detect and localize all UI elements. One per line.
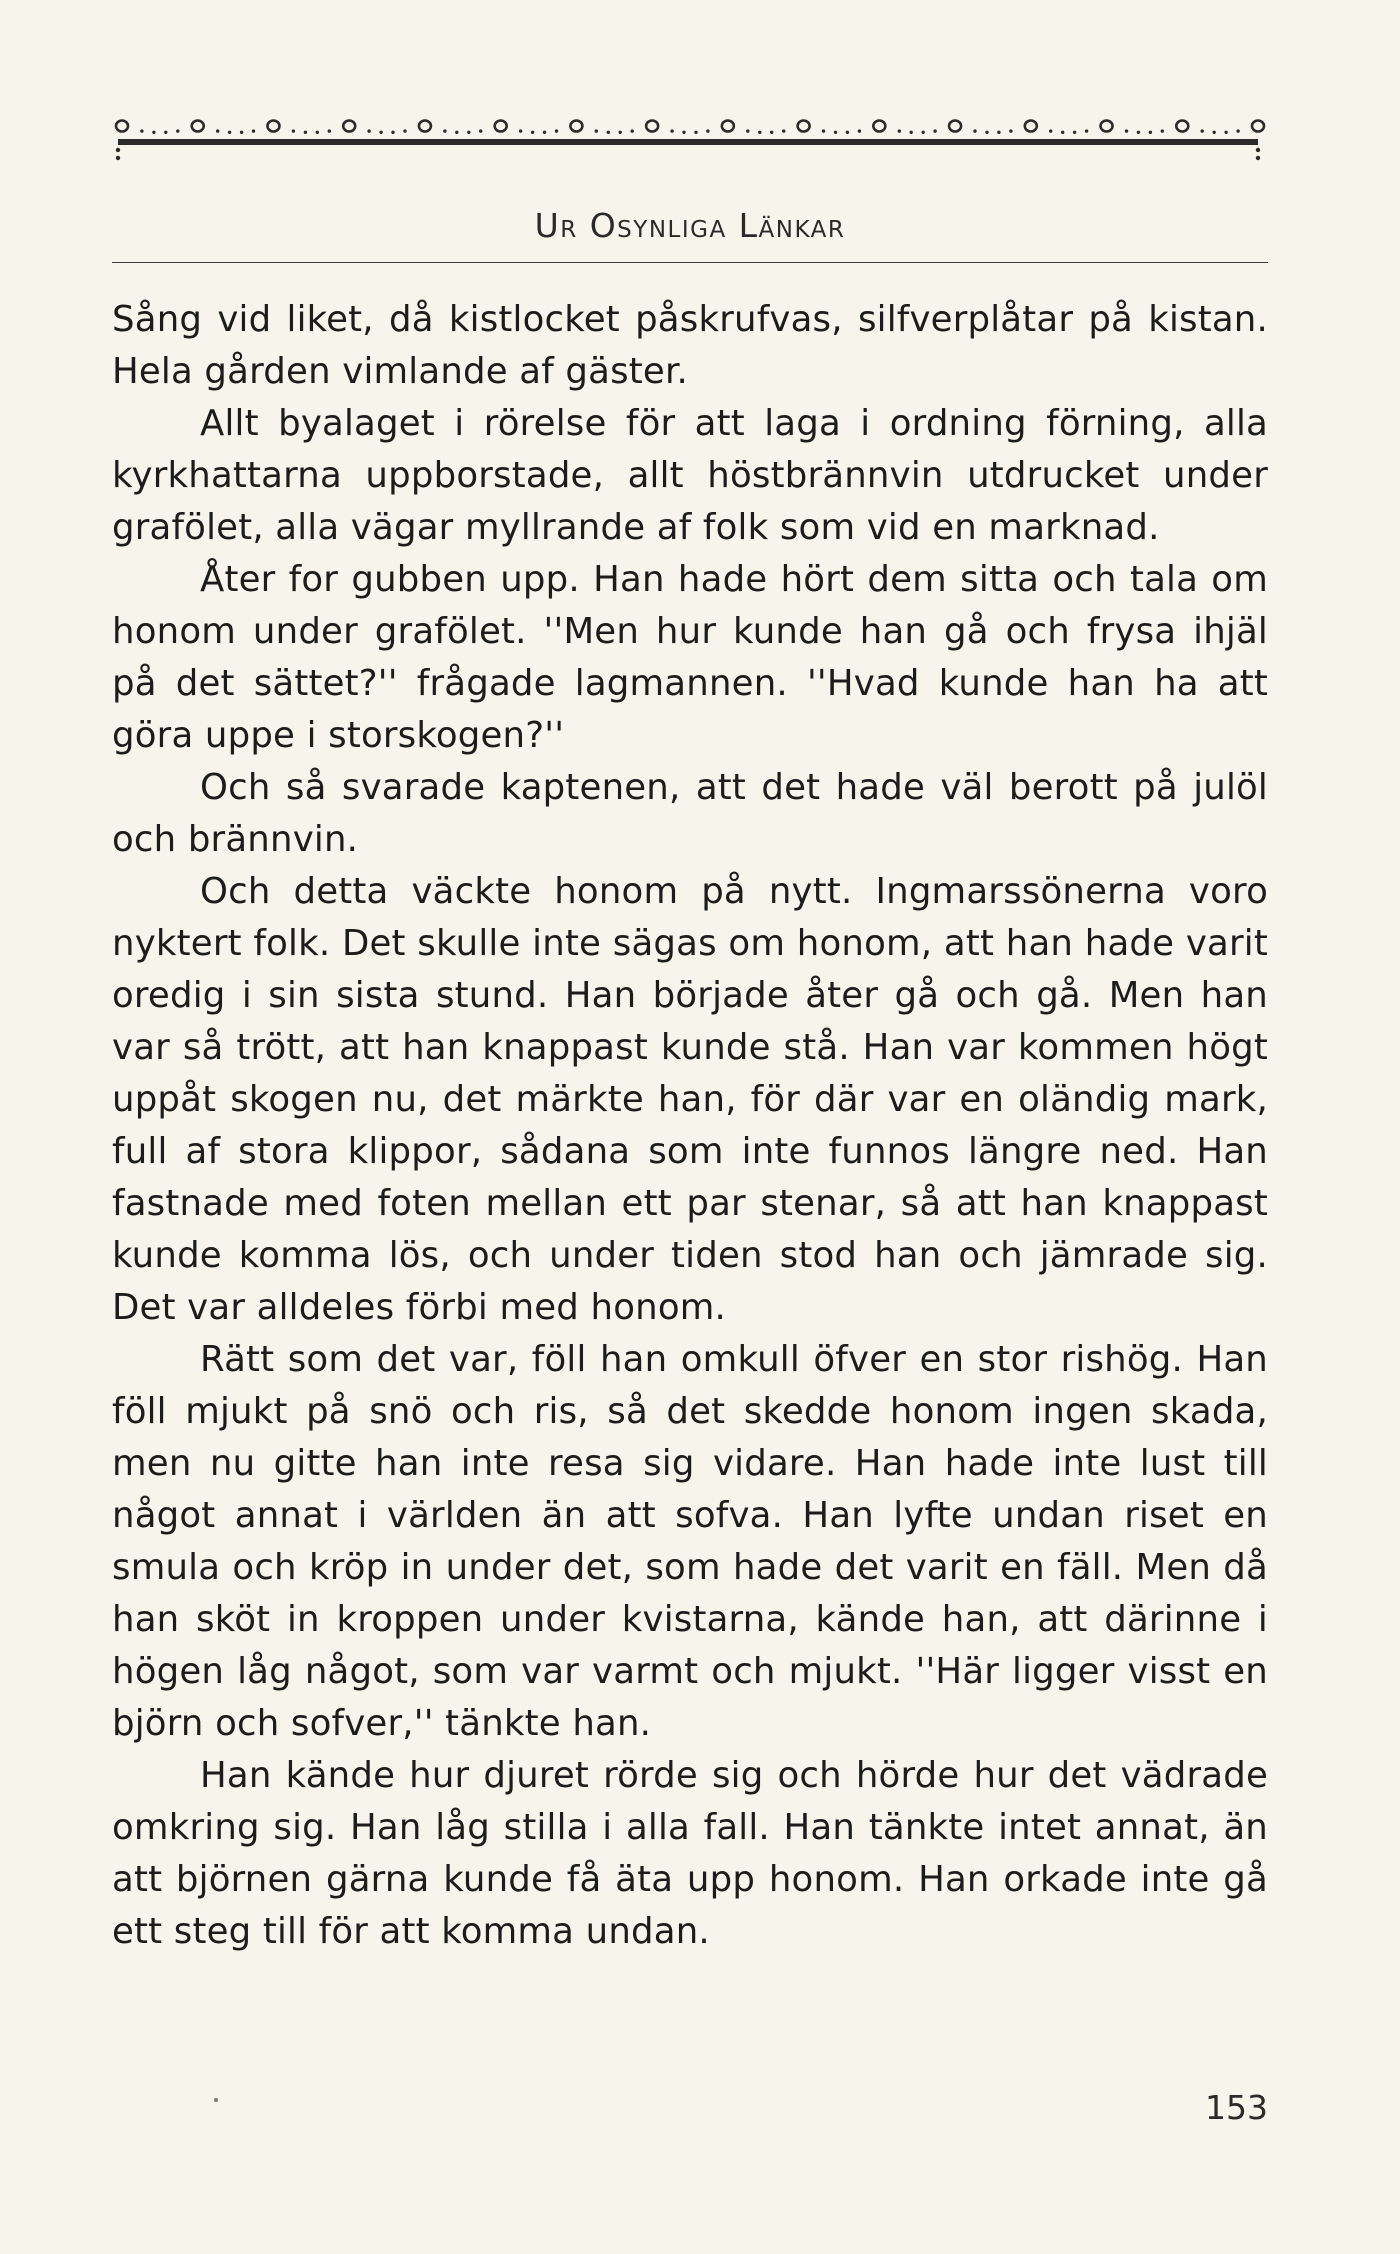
chain-ring [798,121,810,132]
chain-dot [479,129,482,132]
chain-dot [531,131,534,134]
chain-ring [949,121,961,132]
paragraph: Och detta väckte honom på nytt. Ingmarssönerna voro nyktert folk. Det skulle inte sägas om honom, att han hade varit oredig i sin sista stund. Han började åter gå och gå. Men han var så trött, att han knappast kunde stå. Han var kommen högt uppåt skogen nu, det märkte han, för där var en oländig mark, full af stora klippor, sådana som inte funnos längre ned. Han fastnade med foten mellan ett par stenar, så att han knappast kunde komma lös, och under tiden stod han och jämrade sig. Det var alldeles förbi med honom. [112,871,1268,1328]
chain-dot [304,131,307,134]
ornament-dot [1256,156,1260,160]
chain-dot [1236,129,1239,132]
chain-ring [495,121,507,132]
chain-dot [1073,131,1076,134]
chain-ring [419,121,431,132]
paragraph: Allt byalaget i rörelse för att laga i ordning förning, alla kyrkhattarna uppborstade, allt höstbrännvin utdrucket under grafölet, alla vägar myllrande af folk som vid en marknad. [112,403,1268,548]
ornament-dot [116,148,120,152]
chain-dot [997,131,1000,134]
paragraph: Åter for gubben upp. Han hade hört dem sitta och tala om honom under grafölet. ''Men hur kunde han gå och frysa ihjäl på det sättet?'' frågade lagmannen. ''Hvad kunde han ha att göra uppe i storskogen?'' [112,559,1268,756]
chain-dot [1125,129,1128,132]
chain-dot [1224,131,1227,134]
chain-dot [694,131,697,134]
chain-dot [467,131,470,134]
chain-dot [316,131,319,134]
chain-ornament-icon [112,116,1268,176]
chain-dot [631,129,634,132]
chain-dot [519,129,522,132]
chain-dot [555,129,558,132]
chain-dot [1085,129,1088,132]
page-number: 153 [1205,2088,1268,2127]
chain-dot [782,129,785,132]
chain-dot [670,129,673,132]
chain-ring [1025,121,1037,132]
chain-dot [1161,129,1164,132]
header-rule [112,262,1268,263]
chain-ring [267,121,279,132]
chain-ring [343,121,355,132]
chain-dot [846,131,849,134]
chain-dot [1061,131,1064,134]
chain-ring [116,121,128,132]
chain-dot [1201,129,1204,132]
chain-dot [252,129,255,132]
chain-dot [1137,131,1140,134]
chain-dot [216,129,219,132]
chain-dot [328,129,331,132]
chain-dot [933,129,936,132]
chain-dot [403,129,406,132]
chain-dot [379,131,382,134]
chain-dot [758,131,761,134]
chain-dot [985,131,988,134]
chain-dot [391,131,394,134]
chain-dot [164,131,167,134]
chain-dot [292,129,295,132]
chain-dot [140,129,143,132]
ornament-dot [1256,148,1260,152]
chain-ring [570,121,582,132]
body-text [112,294,1268,1958]
running-head: Ur Osynliga Länkar [534,206,846,245]
chain-dot [973,129,976,132]
chain-dot [443,129,446,132]
chain-dot [858,129,861,132]
chain-dot [682,131,685,134]
chain-dot [595,129,598,132]
chain-dot [619,131,622,134]
chain-dot [922,131,925,134]
chain-dot [1213,131,1216,134]
chain-ring [192,121,204,132]
chain-dot [706,129,709,132]
chain-dot [1049,129,1052,132]
ornament-dot [116,156,120,160]
paragraph: Han kände hur djuret rörde sig och hörde hur det vädrade omkring sig. Han låg stilla i alla fall. Han tänkte intet annat, än att björnen gärna kunde få äta upp honom. Han orkade inte gå ett steg till för att komma undan. [112,1755,1268,1952]
chain-dot [822,129,825,132]
chain-dot [1009,129,1012,132]
chain-dot [910,131,913,134]
paragraph: Och så svarade kaptenen, att det hade väl berott på julöl och brännvin. [112,767,1268,860]
chain-dot [367,129,370,132]
chain-dot [770,131,773,134]
ornament-rule [118,139,1258,145]
chain-dot [455,131,458,134]
chain-dot [240,131,243,134]
chain-ring [1252,121,1264,132]
chain-dot [607,131,610,134]
chain-dot [543,131,546,134]
chain-dot [228,131,231,134]
book-page [112,0,1268,2254]
chain-dot [746,129,749,132]
chain-ring [873,121,885,132]
chain-ring [1101,121,1113,132]
chain-dot [898,129,901,132]
chain-ring [722,121,734,132]
chain-ring [646,121,658,132]
chain-dot [152,131,155,134]
paragraph: Sång vid liket, då kistlocket påskrufvas, silfverplåtar på kistan. Hela gården vimlande af gäster. [112,299,1268,392]
chain-dot [834,131,837,134]
print-speck [214,2098,218,2102]
paragraph: Rätt som det var, föll han omkull öfver en stor rishög. Han föll mjukt på snö och ris, så det skedde honom ingen skada, men nu gitte han inte resa sig vidare. Han hade inte lust till något annat i världen än att sofva. Han lyfte undan riset en smula och kröp in under det, som hade det varit en fäll. Men då han sköt in kroppen under kvistarna, kände han, att därinne i högen låg något, som var varmt och mjukt. ''Här ligger visst en björn och sofver,'' tänkte han. [112,1339,1268,1744]
chain-ring [1176,121,1188,132]
chain-dot [176,129,179,132]
chain-dot [1149,131,1152,134]
